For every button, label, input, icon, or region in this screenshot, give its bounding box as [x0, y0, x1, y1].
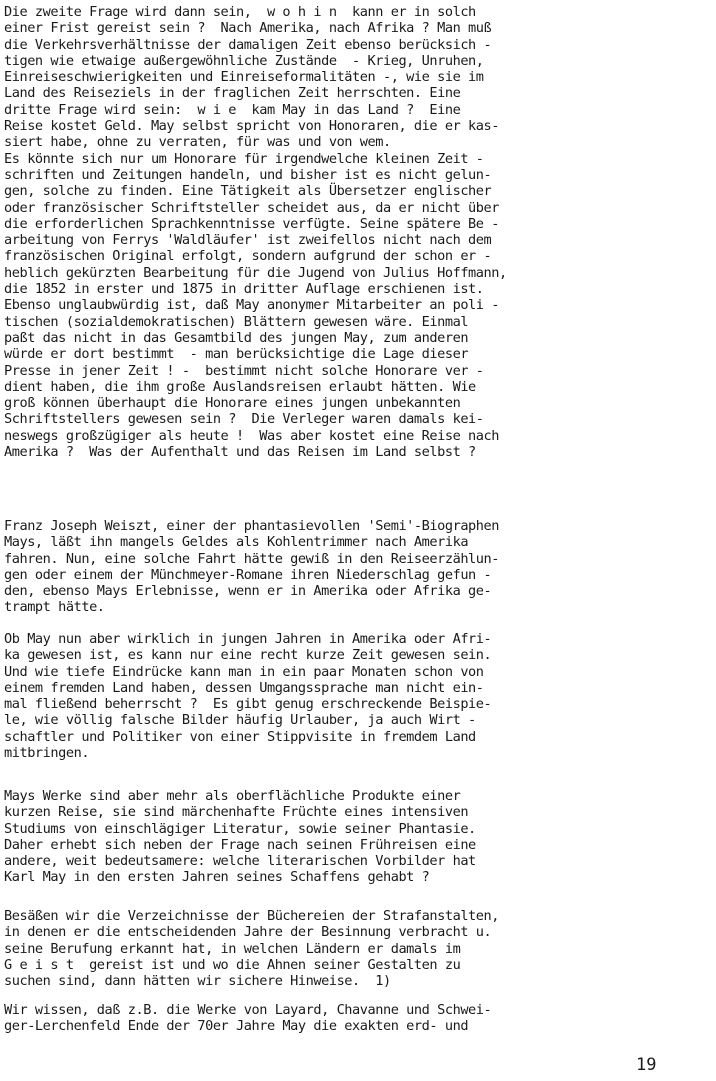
- text-line: Besäßen wir die Verzeichnisse der Büchereien der Strafanstalten,: [4, 908, 499, 924]
- paragraph-2: [4, 518, 714, 616]
- text-line: mal fließend beherrscht ? Es gibt genug erschreckende Beispie-: [4, 696, 492, 713]
- text-line: dient haben, die ihm große Auslandsreisen erlaubt hätten. Wie: [4, 378, 476, 395]
- text-line: Schriftstellers gewesen sein ? Die Verleger waren damals kei-: [4, 411, 484, 428]
- paragraph-5: [4, 908, 714, 989]
- text-line: neswegs großzügiger als heute ! Was aber kostet eine Reise nach: [4, 427, 499, 444]
- text-line: Studiums von einschlägiger Literatur, sowie seiner Phantasie.: [4, 820, 476, 837]
- text-line: kurzen Reise, sie sind märchenhafte Früchte eines intensiven: [4, 804, 469, 821]
- text-line: ka gewesen ist, es kann nur eine recht kurze Zeit gewesen sein.: [4, 647, 492, 664]
- text-line: einem fremden Land haben, dessen Umgangssprache man nicht ein-: [4, 679, 484, 696]
- text-line: Franz Joseph Weiszt, einer der phantasievollen 'Semi'-Biographen: [4, 518, 499, 534]
- text-line: Land des Reiseziels in der fraglichen Zeit herrschten. Eine: [4, 85, 461, 102]
- text-line: würde er dort bestimmt - man berücksichtige die Lage dieser: [4, 346, 469, 363]
- paragraph-3: [4, 631, 714, 761]
- text-line: Amerika ? Was der Aufenthalt und das Reisen im Land selbst ?: [4, 444, 476, 461]
- text-line: oder französischer Schriftsteller scheidet aus, da er nicht über: [4, 199, 499, 216]
- text-line: Wir wissen, daß z.B. die Werke von Layard, Chavanne und Schwei-: [4, 1002, 492, 1018]
- text-line: Die zweite Frage wird dann sein, w o h i n kann er in solch: [4, 4, 476, 20]
- text-line: le, wie völlig falsche Bilder häufig Urlauber, ja auch Wirt -: [4, 712, 476, 729]
- text-line: französischen Original erfolgt, sondern aufgrund der schon er -: [4, 248, 492, 265]
- text-line: die Verkehrsverhältnisse der damaligen Zeit ebenso berücksich -: [4, 36, 492, 53]
- text-line: paßt das nicht in das Gesamtbild des jungen May, zum anderen: [4, 329, 469, 346]
- paragraph-6: [4, 1002, 714, 1035]
- text-line: arbeitung von Ferrys 'Waldläufer' ist zweifellos nicht nach dem: [4, 232, 492, 249]
- text-line: G e i s t gereist ist und wo die Ahnen seiner Gestalten zu: [4, 956, 461, 973]
- text-line: gen oder einem der Münchmeyer-Romane ihren Niederschlag gefun -: [4, 566, 492, 583]
- text-line: Einreiseschwierigkeiten und Einreiseformalitäten -, wie sie im: [4, 69, 484, 86]
- text-line: suchen sind, dann hätten wir sichere Hinweise. 1): [4, 973, 391, 990]
- text-line: Reise kostet Geld. May selbst spricht von Honoraren, die er kas-: [4, 118, 499, 135]
- text-line: Karl May in den ersten Jahren seines Schaffens gehabt ?: [4, 869, 430, 886]
- text-line: tischen (sozialdemokratischen) Blättern gewesen wäre. Einmal: [4, 313, 469, 330]
- text-line: seine Berufung erkannt hat, in welchen Ländern er damals im: [4, 940, 461, 957]
- text-line: schriften und Zeitungen handeln, und bisher ist es nicht gelun-: [4, 166, 492, 183]
- text-line: fahren. Nun, eine solche Fahrt hätte gewiß in den Reiseerzählun-: [4, 550, 499, 567]
- text-line: gen, solche zu finden. Eine Tätigkeit als Übersetzer englischer: [4, 183, 492, 200]
- page-number: 19: [636, 1055, 657, 1075]
- text-line: einer Frist gereist sein ? Nach Amerika, nach Afrika ? Man muß: [4, 20, 492, 37]
- text-line: tigen wie etwaige außergewöhnliche Zustände - Krieg, Unruhen,: [4, 52, 484, 69]
- text-line: Mays Werke sind aber mehr als oberflächliche Produkte einer: [4, 788, 461, 804]
- text-line: Mays, läßt ihn mangels Geldes als Kohlentrimmer nach Amerika: [4, 534, 469, 551]
- text-line: andere, weit bedeutsamere: welche literarischen Vorbilder hat: [4, 853, 476, 870]
- text-line: Es könnte sich nur um Honorare für irgendwelche kleinen Zeit -: [4, 150, 484, 167]
- text-line: Und wie tiefe Eindrücke kann man in ein paar Monaten schon von: [4, 663, 484, 680]
- text-line: die 1852 in erster und 1875 in dritter Auflage erschienen ist.: [4, 281, 484, 298]
- text-line: groß können überhaupt die Honorare eines jungen unbekannten: [4, 395, 461, 412]
- text-line: heblich gekürzten Bearbeitung für die Jugend von Julius Hoffmann,: [4, 264, 507, 281]
- paragraph-4: [4, 788, 714, 886]
- text-line: dritte Frage wird sein: w i e kam May in das Land ? Eine: [4, 101, 461, 118]
- text-line: Presse in jener Zeit ! - bestimmt nicht solche Honorare ver -: [4, 362, 484, 379]
- text-line: ger-Lerchenfeld Ende der 70er Jahre May die exakten erd- und: [4, 1018, 469, 1035]
- text-line: Ob May nun aber wirklich in jungen Jahren in Amerika oder Afri-: [4, 631, 492, 647]
- text-line: mitbringen.: [4, 745, 90, 762]
- text-line: Daher erhebt sich neben der Frage nach seinen Frühreisen eine: [4, 836, 476, 853]
- text-line: die erforderlichen Sprachkenntnisse verfügte. Seine spätere Be -: [4, 215, 499, 232]
- text-line: in denen er die entscheidenden Jahre der Besinnung verbracht u.: [4, 924, 492, 941]
- text-line: schaftler und Politiker von einer Stippvisite in fremdem Land: [4, 728, 476, 745]
- text-line: Ebenso unglaubwürdig ist, daß May anonymer Mitarbeiter an poli -: [4, 297, 499, 314]
- text-line: trampt hätte.: [4, 599, 105, 616]
- text-line: siert habe, ohne zu verraten, für was und von wem.: [4, 134, 391, 151]
- paragraph-1: [4, 4, 714, 460]
- text-line: den, ebenso Mays Erlebnisse, wenn er in Amerika oder Afrika ge-: [4, 583, 492, 600]
